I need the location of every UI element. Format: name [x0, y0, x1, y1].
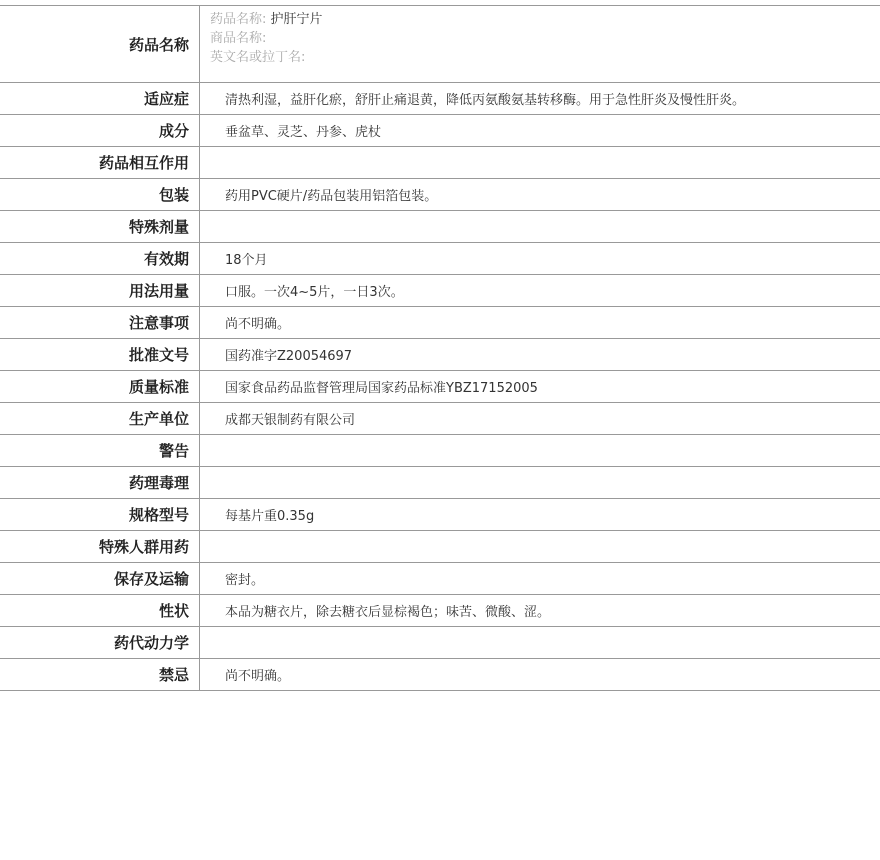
dosage-label: 用法用量: [0, 275, 200, 307]
pharmacology-toxicology-label: 药理毒理: [0, 467, 200, 499]
special-populations-row: [0, 531, 880, 563]
indications-label: 适应症: [0, 83, 200, 115]
drug-name-row: [0, 6, 880, 83]
quality-standard-row: [0, 371, 880, 403]
special-populations-value: [200, 531, 880, 563]
drug-name-label: 药品名称: [0, 6, 200, 83]
contraindications-label: 禁忌: [0, 659, 200, 691]
ingredients-label: 成分: [0, 115, 200, 147]
specification-row: [0, 499, 880, 531]
pharmacokinetics-value: [200, 627, 880, 659]
shelf-life-value: 18个月: [200, 243, 880, 275]
shelf-life-row: [0, 243, 880, 275]
precautions-value: 尚不明确。: [200, 307, 880, 339]
generic-name-value: 护肝宁片: [270, 12, 323, 27]
precautions-label: 注意事项: [0, 307, 200, 339]
quality-standard-value: 国家食品药品监督管理局国家药品标准YBZ17152005: [200, 371, 880, 403]
manufacturer-value: 成都天银制药有限公司: [200, 403, 880, 435]
storage-transport-row: [0, 563, 880, 595]
packaging-label: 包装: [0, 179, 200, 211]
warning-row: [0, 435, 880, 467]
dosage-value: 口服。一次4~5片，一日3次。: [200, 275, 880, 307]
storage-transport-label: 保存及运输: [0, 563, 200, 595]
manufacturer-label: 生产单位: [0, 403, 200, 435]
indications-value: 清热利湿，益肝化瘀，舒肝止痛退黄，降低丙氨酸氨基转移酶。用于急性肝炎及慢性肝炎。: [200, 83, 880, 115]
drug-name-cell: [200, 6, 880, 83]
description-row: [0, 595, 880, 627]
approval-number-value: 国药准字Z20054697: [200, 339, 880, 371]
drug-spec-table-body: [0, 6, 880, 691]
special-populations-label: 特殊人群用药: [0, 531, 200, 563]
special-dosage-row: [0, 211, 880, 243]
dosage-row: [0, 275, 880, 307]
drug-interactions-row: [0, 147, 880, 179]
specification-label: 规格型号: [0, 499, 200, 531]
warning-label: 警告: [0, 435, 200, 467]
drug-interactions-value: [200, 147, 880, 179]
specification-value: 每基片重0.35g: [200, 499, 880, 531]
generic-name-line: [210, 10, 880, 29]
indications-row: [0, 83, 880, 115]
latin-name-line: [210, 48, 880, 67]
pharmacokinetics-row: [0, 627, 880, 659]
contraindications-value: 尚不明确。: [200, 659, 880, 691]
pharmacology-toxicology-value: [200, 467, 880, 499]
pharmacokinetics-label: 药代动力学: [0, 627, 200, 659]
manufacturer-row: [0, 403, 880, 435]
description-value: 本品为糖衣片，除去糖衣后显棕褐色；味苦、微酸、涩。: [200, 595, 880, 627]
packaging-row: [0, 179, 880, 211]
generic-name-key: 药品名称:: [210, 12, 267, 27]
shelf-life-label: 有效期: [0, 243, 200, 275]
drug-spec-table: [0, 5, 880, 691]
special-dosage-label: 特殊剂量: [0, 211, 200, 243]
precautions-row: [0, 307, 880, 339]
trade-name-key: 商品名称:: [210, 31, 267, 46]
trade-name-line: [210, 29, 880, 48]
ingredients-row: [0, 115, 880, 147]
special-dosage-value: [200, 211, 880, 243]
contraindications-row: [0, 659, 880, 691]
latin-name-key: 英文名或拉丁名:: [210, 50, 306, 65]
ingredients-value: 垂盆草、灵芝、丹参、虎杖: [200, 115, 880, 147]
description-label: 性状: [0, 595, 200, 627]
storage-transport-value: 密封。: [200, 563, 880, 595]
drug-interactions-label: 药品相互作用: [0, 147, 200, 179]
pharmacology-toxicology-row: [0, 467, 880, 499]
approval-number-row: [0, 339, 880, 371]
quality-standard-label: 质量标准: [0, 371, 200, 403]
packaging-value: 药用PVC硬片/药品包装用铝箔包装。: [200, 179, 880, 211]
warning-value: [200, 435, 880, 467]
approval-number-label: 批准文号: [0, 339, 200, 371]
